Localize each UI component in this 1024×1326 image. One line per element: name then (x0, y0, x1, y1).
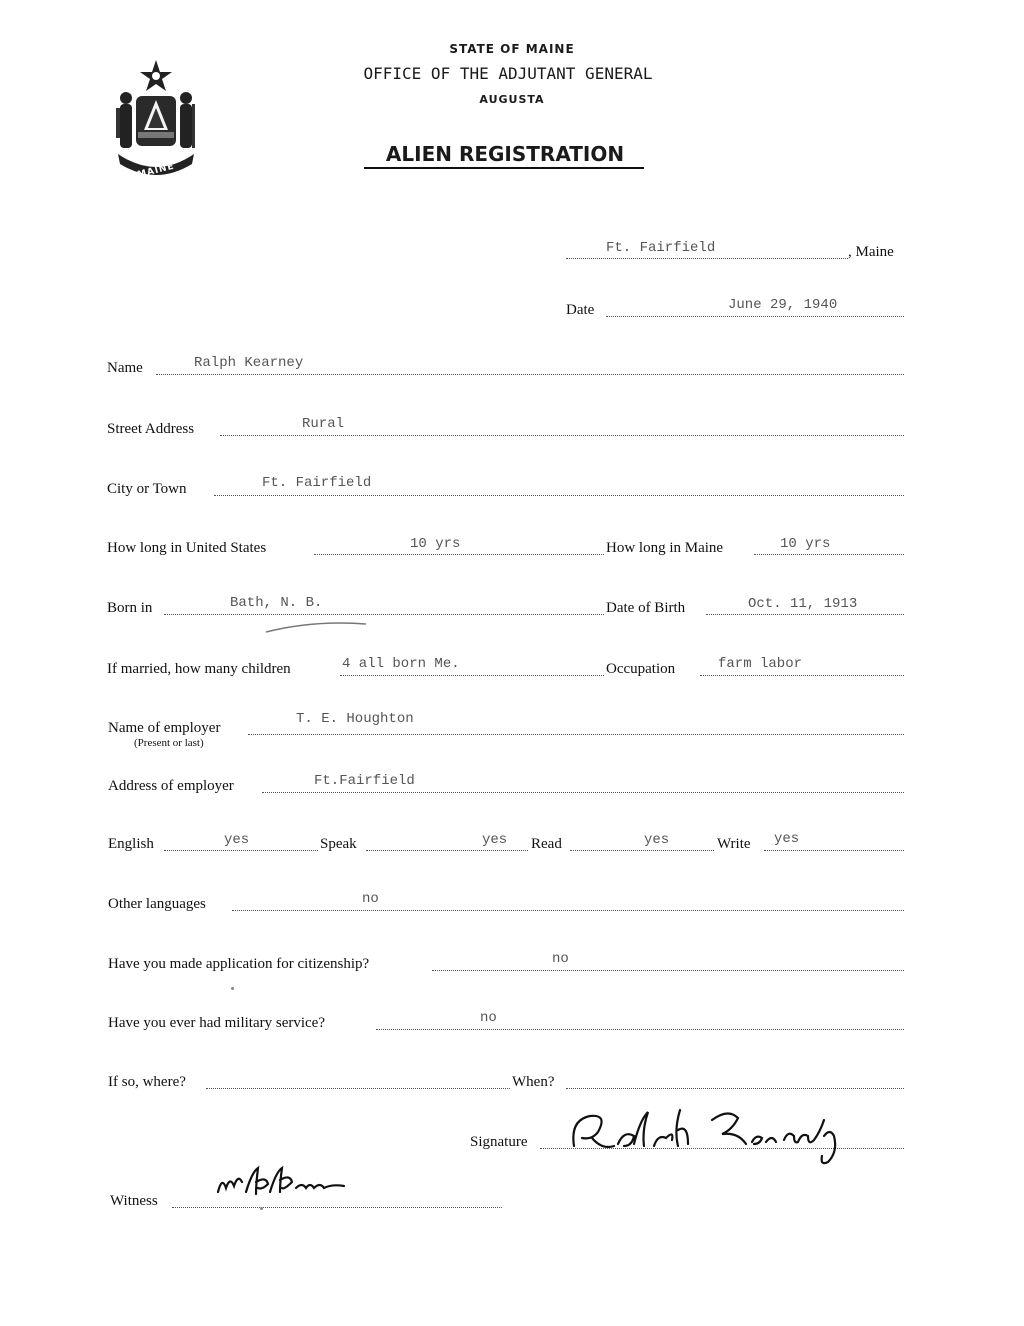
english-label: English (108, 836, 154, 852)
city-label: City or Town (107, 481, 187, 497)
name-value[interactable]: Ralph Kearney (194, 355, 304, 371)
witness-label: Witness (110, 1193, 158, 1209)
street-value[interactable]: Rural (302, 416, 345, 432)
occupation-value[interactable]: farm labor (718, 656, 803, 672)
speak-value[interactable]: yes (482, 832, 508, 848)
office-heading: OFFICE OF THE ADJUTANT GENERAL (363, 64, 653, 83)
witness-signature[interactable] (212, 1158, 352, 1210)
military-label: Have you ever had military service? (108, 1015, 325, 1031)
military-value[interactable]: no (480, 1010, 497, 1026)
english-value[interactable]: yes (224, 832, 250, 848)
write-label: Write (717, 836, 751, 852)
other-languages-value[interactable]: no (362, 891, 379, 907)
employer-address-dots (262, 792, 904, 793)
read-dots (570, 850, 714, 851)
pencil-stroke-mark (264, 618, 368, 636)
other-languages-label: Other languages (108, 896, 206, 912)
city-dots (214, 495, 904, 496)
when-dots[interactable] (566, 1088, 904, 1089)
read-label: Read (531, 836, 562, 852)
children-label: If married, how many children (107, 661, 291, 677)
children-value[interactable]: 4 all born Me. (342, 656, 460, 672)
born-in-value[interactable]: Bath, N. B. (230, 595, 323, 611)
stray-dot (231, 987, 234, 990)
street-dots (220, 435, 904, 436)
occupation-dots (700, 675, 904, 676)
title-underline (364, 167, 644, 169)
city-heading: AUGUSTA (479, 93, 545, 106)
employer-dots (248, 734, 904, 735)
where-dots[interactable] (206, 1088, 510, 1089)
witness-dot (260, 1207, 263, 1210)
speak-dots (366, 850, 528, 851)
write-value[interactable]: yes (774, 831, 800, 847)
maine-years-label: How long in Maine (606, 540, 724, 556)
citizenship-dots (432, 970, 904, 971)
other-languages-dots (232, 910, 904, 911)
place-dots (566, 258, 848, 259)
employer-address-label: Address of employer (108, 778, 234, 794)
us-years-label: How long in United States (107, 540, 267, 556)
date-value[interactable]: June 29, 1940 (728, 297, 838, 313)
city-value[interactable]: Ft. Fairfield (262, 475, 372, 491)
street-label: Street Address (107, 421, 195, 437)
place-value[interactable]: Ft. Fairfield (606, 240, 716, 256)
place-suffix: , Maine (848, 244, 894, 260)
children-dots (340, 675, 604, 676)
name-label: Name (107, 360, 143, 376)
employer-address-value[interactable]: Ft.Fairfield (314, 773, 415, 789)
applicant-signature[interactable] (562, 1100, 862, 1170)
name-dots (156, 374, 904, 375)
occupation-label: Occupation (606, 661, 676, 677)
seal-banner-text: MAINE (136, 161, 176, 181)
speak-label: Speak (320, 836, 357, 852)
military-dots (376, 1029, 904, 1030)
maine-years-dots (754, 554, 904, 555)
signature-label: Signature (470, 1134, 528, 1150)
date-label: Date (566, 302, 595, 318)
maine-years-value[interactable]: 10 yrs (780, 536, 831, 552)
us-years-value[interactable]: 10 yrs (410, 536, 461, 552)
employer-value[interactable]: T. E. Houghton (296, 711, 414, 727)
when-label: When? (512, 1074, 555, 1090)
employer-sublabel: (Present or last) (134, 737, 204, 749)
born-in-dots (164, 614, 604, 615)
born-in-label: Born in (107, 600, 153, 616)
date-dots (606, 316, 904, 317)
citizenship-label: Have you made application for citizenship? (108, 956, 370, 972)
form-title: ALIEN REGISTRATION (385, 142, 625, 166)
english-dots (164, 850, 318, 851)
where-label: If so, where? (108, 1074, 186, 1090)
dob-dots (706, 614, 904, 615)
read-value[interactable]: yes (644, 832, 670, 848)
write-dots (764, 850, 904, 851)
dob-label: Date of Birth (606, 600, 686, 616)
employer-label: Name of employer (108, 720, 221, 736)
dob-value[interactable]: Oct. 11, 1913 (748, 596, 858, 612)
citizenship-value[interactable]: no (552, 951, 569, 967)
state-heading: STATE OF MAINE (449, 42, 575, 56)
us-years-dots (314, 554, 604, 555)
